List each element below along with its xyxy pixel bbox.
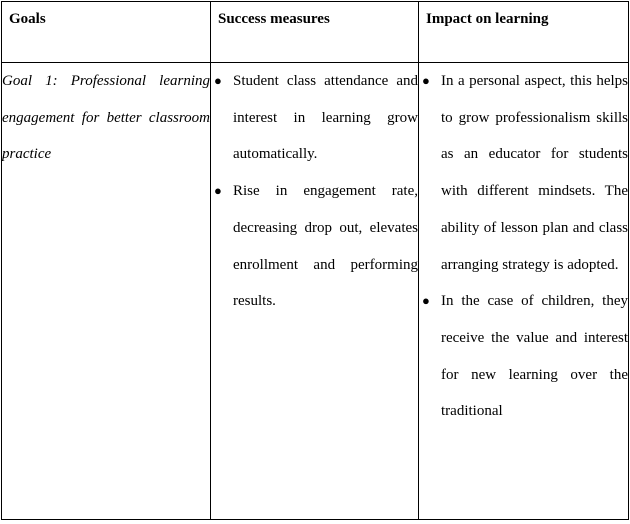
bullet-icon: ● — [422, 293, 430, 309]
list-item — [211, 63, 418, 173]
header-success-measures: Success measures — [211, 2, 419, 63]
impact-text: In the case of children, they receive the value and interest for new learning over the traditional — [441, 293, 628, 420]
bullet-icon: ● — [214, 73, 222, 88]
success-measure-text: Rise in engagement rate, decreasing drop out, elevates enrollment and performing results. — [233, 183, 418, 310]
goal-cell — [2, 63, 211, 520]
impact-text: In a personal aspect, this helps to grow professionalism skills as an educator for students with different mindsets. The ability of lesson plan and class arranging strategy is adopted. — [441, 73, 628, 273]
goals-table — [1, 1, 629, 520]
success-measures-cell — [211, 63, 419, 520]
goal-text: Goal 1: Professional learning engagement for better classroom practice — [2, 73, 210, 163]
list-item — [211, 173, 418, 320]
impact-list — [419, 63, 628, 430]
success-measure-text: Student class attendance and interest in learning grow automatically. — [233, 73, 418, 163]
success-measures-list — [211, 63, 418, 320]
impact-cell — [419, 63, 629, 520]
bullet-icon: ● — [214, 183, 222, 199]
header-goals: Goals — [2, 2, 211, 63]
header-row — [2, 2, 629, 63]
table-row — [2, 63, 629, 520]
list-item — [419, 283, 628, 430]
header-impact-on-learning: Impact on learning — [419, 2, 629, 63]
bullet-icon: ● — [422, 73, 430, 88]
list-item — [419, 63, 628, 283]
